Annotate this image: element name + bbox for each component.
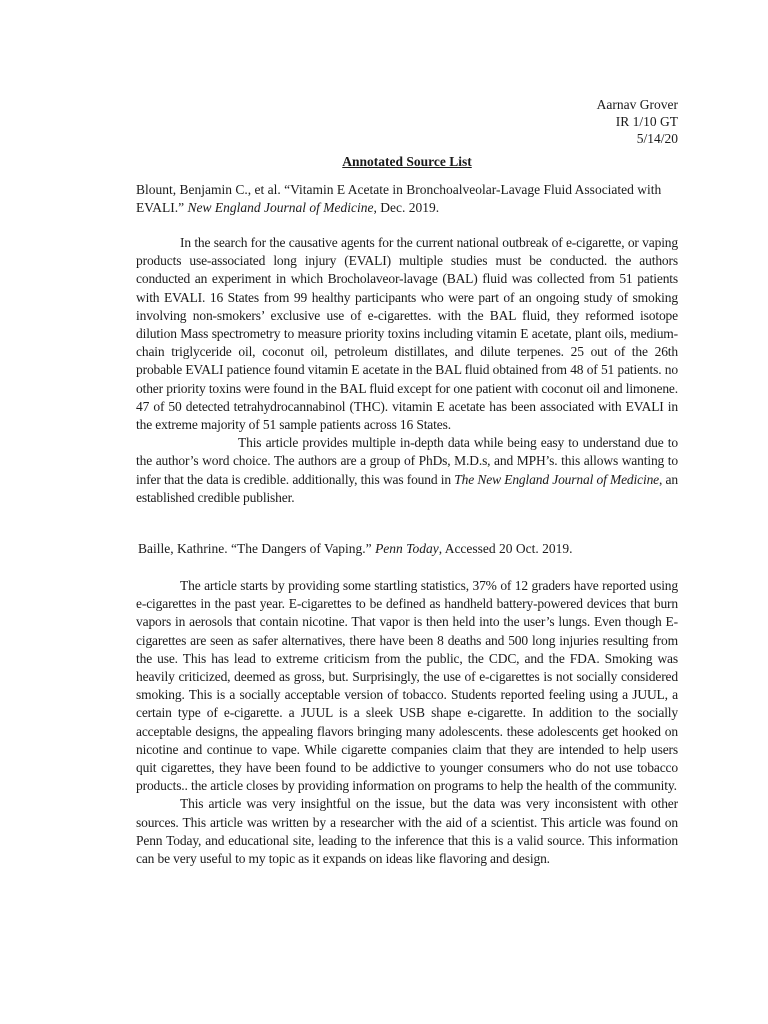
source-1-citation: [136, 181, 678, 217]
author-name: Aarnav Grover: [596, 97, 678, 112]
citation-text: Baille, Kathrine. “The Dangers of Vaping.”: [138, 541, 376, 557]
evaluation-suffix: , an established credible publisher.: [136, 471, 678, 505]
class-period: IR 1/10 GT: [615, 114, 678, 129]
citation-suffix: , Dec. 2019.: [373, 200, 440, 215]
journal-name: Penn Today: [375, 541, 439, 557]
journal-name: New England Journal of Medicine: [187, 200, 374, 215]
source-1-summary: In the search for the causative agents for the current national outbreak of e-cigarette, or vaping products use-associated long injury (EVALI) multiple studies must be conducted. the authors conducted an experiment in which Brocholaveor-lavage (BAL) fluid was collected from 51 patients with EVALI. 16 States from 99 healthy participants who were part of an ongoing study of smoking involving non-smokers’ exclusive use of e-cigarettes. with the BAL fluid, they reformed isotope dilution Mass spectrometry to measure priority toxins including vitamin E acetate, plant oils, medium-chain triglyceride oil, coconut oil, petroleum distillates, and dilute terpenes. 25 out of the 26th probable EVALI patience found vitamin E acetate in the BAL fluid obtained from 48 of 51 patients. no other priority toxins were found in the BAL fluid except for one patient with coconut oil and limonene. 47 of 50 detected tetrahydrocannabinol (THC). vitamin E acetate has been associated with EVALI in the extreme majority of 51 sample patients across 16 States.: [136, 235, 678, 433]
author-header: [136, 96, 678, 147]
document-page: [136, 96, 678, 868]
source-2-evaluation: This article was very insightful on the issue, but the data was very inconsistent with other sources. This article was written by a researcher with the aid of a scientist. This article was found on Penn Today, and educational site, leading to the inference that this is a valid source. This information can be very useful to my topic as it expands on ideas like flavoring and design.: [136, 796, 678, 867]
citation-text: Blount, Benjamin C., et al. “Vitamin E Acetate in Bronchoalveolar-Lavage Fluid Associated with EVALI.”: [136, 182, 662, 215]
citation-suffix: , Accessed 20 Oct. 2019.: [438, 541, 573, 557]
header-date: 5/14/20: [636, 131, 678, 146]
journal-name: The New England Journal of Medicine: [454, 471, 660, 487]
source-2-citation: [136, 540, 678, 558]
page-title: Annotated Source List: [342, 154, 472, 169]
evaluation-text: This article provides multiple in-depth data while being easy to understand due to the author’s word choice. The authors are a group of PhDs, M.D.s, and MPH’s. this allows wanting to infer that the data is credible. additionally, this was found in: [136, 435, 678, 487]
source-1-evaluation: [136, 434, 678, 507]
source-2-summary: The article starts by providing some startling statistics, 37% of 12 graders have reported using e-cigarettes in the past year. E-cigarettes to be defined as handheld battery-powered devices that burn vapors in aerosols that contain nicotine. That vapor is then held into the user’s lungs. Even though E-cigarettes are seen as safer alternatives, there have been 8 deaths and 500 long injuries resulting from the use. This has lead to extreme criticism from the public, the CDC, and the FDA. Smoking was heavily criticized, deemed as gross, but. Surprisingly, the use of e-cigarettes is not socially considered smoking. This is a socially acceptable version of tobacco. Students reported feeling using a JUUL, a certain type of e-cigarette. a JUUL is a sleek USB shape e-cigarette. In addition to the socially acceptable designs, the appealing flavors bringing many adolescents. these adolescents get hooked on nicotine and continue to vape. While cigarette companies claim that they are intended to help users quit cigarettes, they have been found to be addictive to younger consumers who do not use tobacco products.. the article closes by providing information on programs to help the health of the community.: [136, 578, 678, 794]
